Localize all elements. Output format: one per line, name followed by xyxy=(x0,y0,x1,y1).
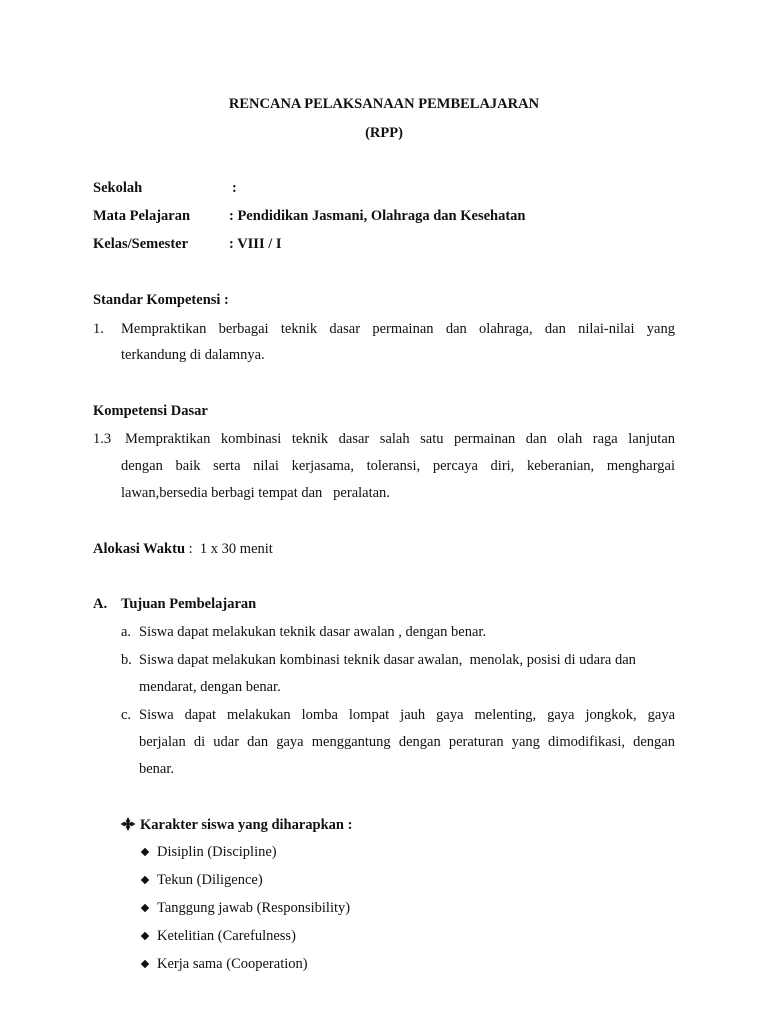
karakter-item: Tanggung jawab (Responsibility) xyxy=(157,900,351,916)
tujuan-item-c-line-1: Siswa dapat melakukan lomba lompat jauh gaya melenting, gaya jongkok, gaya xyxy=(139,707,675,723)
karakter-item: Kerja sama (Cooperation) xyxy=(157,956,308,972)
school-label: Sekolah xyxy=(93,180,143,196)
subject-value: : Pendidikan Jasmani, Olahraga dan Kesehatan xyxy=(229,208,526,224)
diamond-bullet-icon xyxy=(141,960,149,968)
karakter-item: Disiplin (Discipline) xyxy=(157,844,277,860)
kompetensi-dasar-line-1: Mempraktikan kombinasi teknik dasar salah satu permainan dan olah raga lanjutan xyxy=(125,431,675,447)
karakter-item: Tekun (Diligence) xyxy=(157,872,263,888)
school-value: : xyxy=(232,180,237,196)
diamond-bullet-icon xyxy=(141,848,149,856)
document-title: RENCANA PELAKSANAAN PEMBELAJARAN xyxy=(228,96,540,112)
karakter-heading: Karakter siswa yang diharapkan : xyxy=(140,817,353,833)
karakter-item: Ketelitian (Carefulness) xyxy=(157,928,296,944)
tujuan-item-a-line-1: Siswa dapat melakukan teknik dasar awalan , dengan benar. xyxy=(139,624,487,640)
tujuan-item-c-line-3: benar. xyxy=(139,761,175,777)
subject-label: Mata Pelajaran xyxy=(93,208,191,224)
tujuan-item-b-line-2: mendarat, dengan benar. xyxy=(139,679,281,695)
diamond-bullet-icon xyxy=(141,876,149,884)
diamond-bullet-icon xyxy=(141,904,149,912)
standar-kompetensi-line-2: terkandung di dalamnya. xyxy=(121,347,265,363)
diamond-bullet-icon xyxy=(141,932,149,940)
tujuan-item-a-marker: a. xyxy=(121,624,132,640)
kompetensi-dasar-line-3: lawan,bersedia berbagi tempat dan peralatan. xyxy=(121,485,390,501)
tujuan-item-b-line-1: Siswa dapat melakukan kombinasi teknik dasar awalan, menolak, posisi di udara dan xyxy=(139,652,636,668)
alokasi-waktu-value: : 1 x 30 menit xyxy=(188,541,273,557)
four-diamond-bullet-icon xyxy=(120,816,136,832)
tujuan-letter: A. xyxy=(93,596,108,612)
alokasi-waktu xyxy=(93,540,273,558)
tujuan-item-b-marker: b. xyxy=(121,652,132,668)
tujuan-item-c-line-2: berjalan di udar dan gaya menggantung dengan peraturan yang dimodifikasi, dengan xyxy=(139,734,675,750)
standar-kompetensi-line-1: Mempraktikan berbagai teknik dasar permainan dan olahraga, dan nilai-nilai yang xyxy=(121,321,675,337)
alokasi-waktu-label: Alokasi Waktu xyxy=(93,541,186,557)
class-value: : VIII / I xyxy=(229,236,282,252)
kompetensi-dasar-heading: Kompetensi Dasar xyxy=(93,403,208,419)
document-subtitle: (RPP) xyxy=(365,125,403,141)
class-label: Kelas/Semester xyxy=(93,236,189,252)
tujuan-item-c-marker: c. xyxy=(121,707,132,723)
kompetensi-dasar-line-2: dengan baik serta nilai kerjasama, toleransi, percaya diri, keberanian, menghargai xyxy=(121,458,675,474)
standar-kompetensi-number: 1. xyxy=(93,321,104,337)
standar-kompetensi-heading: Standar Kompetensi : xyxy=(93,292,229,308)
tujuan-heading: Tujuan Pembelajaran xyxy=(121,596,257,612)
kompetensi-dasar-number: 1.3 xyxy=(93,431,112,447)
